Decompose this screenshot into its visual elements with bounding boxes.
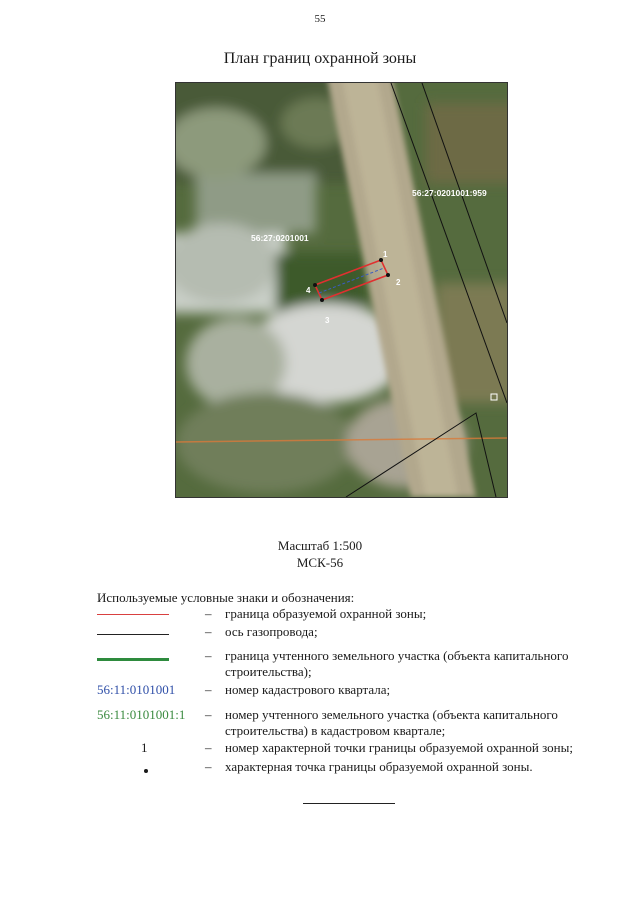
legend-desc: граница образуемой охранной зоны; [225, 606, 427, 621]
legend-dash: – [205, 606, 212, 621]
legend-dash: – [205, 682, 212, 697]
point-label-2: 2 [396, 278, 401, 287]
black-line-icon [97, 634, 169, 635]
legend-desc: номер характерной точки границы образуемой охранной зоны; [225, 740, 573, 755]
quarter-number-label: 56:27:0201001 [251, 233, 309, 243]
page-title: План границ охранной зоны [223, 50, 417, 67]
legend-symbol-text: 56:11:0101001 [97, 682, 176, 697]
legend-symbol-text: 56:11:0101001:1 [97, 707, 186, 722]
legend-desc: граница учтенного земельного участка (объекта капитального строительства); [225, 648, 569, 679]
red-line-icon [97, 614, 169, 615]
legend-heading: Используемые условные знаки и обозначения: [97, 590, 355, 605]
point-dot-icon [144, 769, 148, 773]
point-label-4: 4 [306, 286, 311, 295]
legend-dash: – [205, 740, 212, 755]
legend-dash: – [205, 648, 212, 663]
legend-dash: – [205, 624, 212, 639]
green-line-icon [97, 658, 169, 661]
legend-desc: характерная точка границы образуемой охранной зоны. [225, 759, 533, 774]
page-number: 55 [314, 13, 326, 25]
satellite-map [175, 82, 508, 498]
legend-desc: ось газопровода; [225, 624, 318, 639]
legend-dash: – [205, 759, 212, 774]
coordinate-system: МСК-56 [296, 555, 344, 570]
legend-desc: номер учтенного земельного участка (объекта капитального строительства) в кадастровом квартале; [225, 707, 558, 738]
point-label-1: 1 [383, 250, 388, 259]
scale-block [0, 537, 640, 571]
parcel-number-label: 56:27:0201001:959 [412, 188, 487, 198]
legend-desc: номер кадастрового квартала; [225, 682, 391, 697]
legend-symbol-text: 1 [141, 740, 148, 755]
signature-line [303, 803, 395, 804]
map-image [176, 83, 507, 497]
scale-text: Масштаб 1:500 [277, 538, 363, 553]
point-label-3: 3 [325, 316, 330, 325]
legend-dash: – [205, 707, 212, 722]
